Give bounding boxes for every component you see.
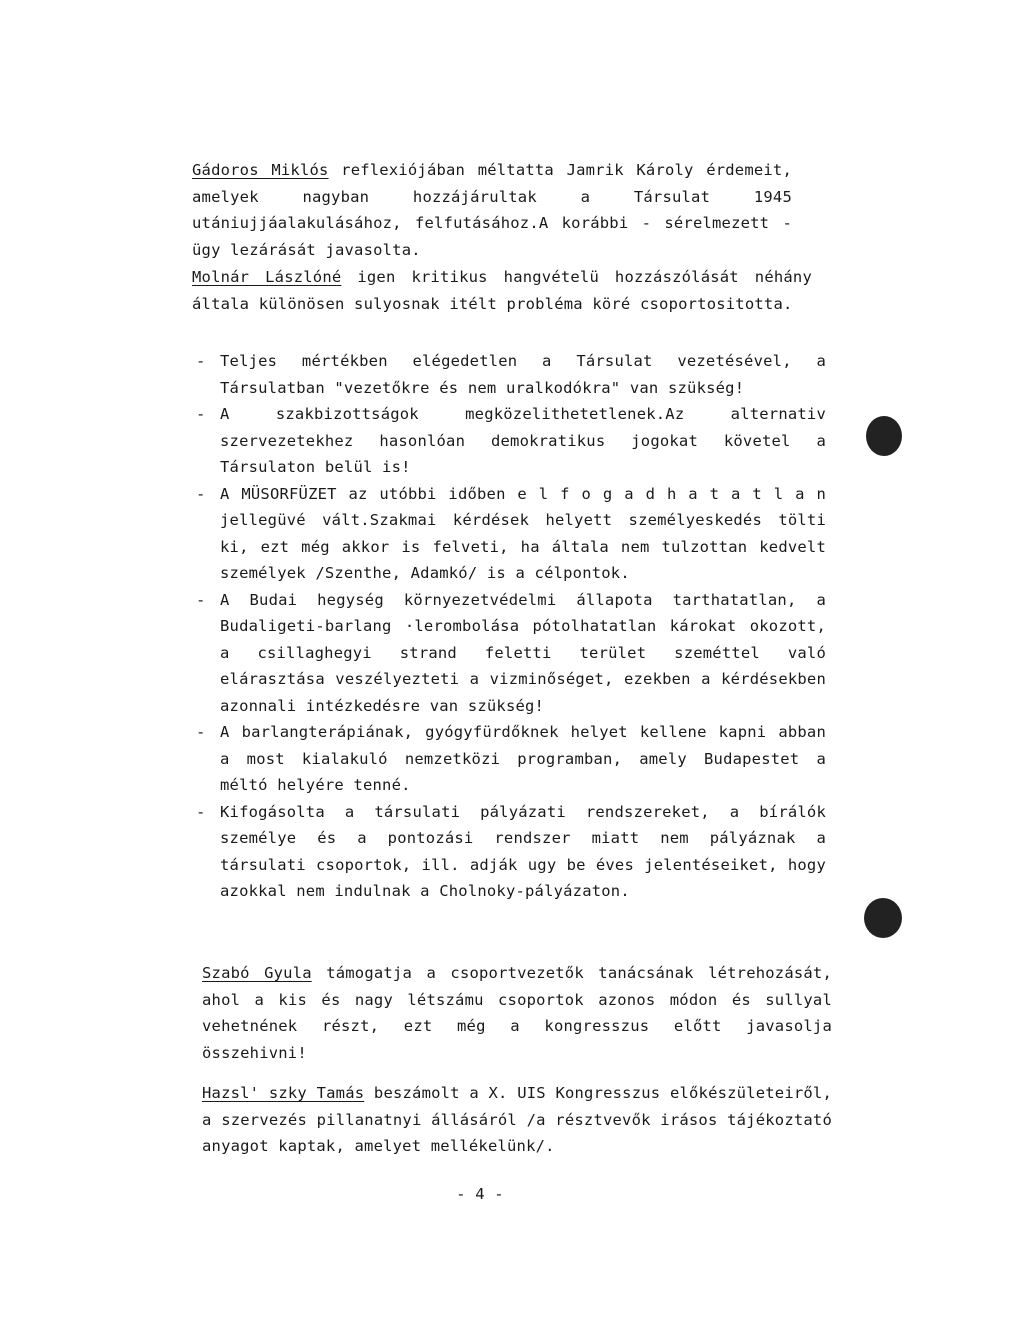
list-dash: - (196, 352, 206, 370)
list-item-text: Kifogásolta a társulati pályázati rendszereket, a bírálók személye és a pontozási rendszer miatt nem pályáznak a társulati csoportok, ill. adják ugy be éves jelentéseiket, hogy azokkal nem indulnak a Cholnoky-pályázaton. (220, 802, 826, 900)
paragraph-hazslinszky (202, 1080, 832, 1160)
paragraph-szabo (202, 960, 832, 1066)
paragraph-molnar-text: igen kritikus hangvételü hozzászólását néhány általa különösen sulyosnak itélt probléma köré csoportositotta. (192, 268, 812, 313)
list-dash: - (196, 484, 206, 503)
list-item-text: A barlangterápiának, gyógyfürdőknek helyet kellene kapni abban a most kialakuló nemzetközi programban, amely Budapestet a méltó helyére tenné. (220, 723, 826, 794)
list-item-text: Teljes mértékben elégedetlen a Társulat vezetésével, a Társulatban "vezetőkre és nem uralkodókra" van szükség! (220, 352, 826, 397)
paragraph-molnar (192, 264, 812, 317)
list-item (196, 348, 826, 401)
speaker-name-hazslinszky: Hazsl' szky Tamás (202, 1084, 365, 1102)
paragraph-gadoros (192, 157, 792, 263)
list-item-text: A szakbizottságok megközelithetetlenek.Az alternativ szervezetekhez hasonlóan demokratikus jogokat követel a Társulaton belül is! (220, 405, 826, 476)
list-item (196, 719, 826, 799)
list-item (196, 481, 826, 587)
list-item (196, 799, 826, 905)
list-item-text: A Budai hegység környezetvédelmi állapota tarthatatlan, a Budaligeti-barlang ·lerombolása pótolhatatlan károkat okozott, a csillaghegyi strand feletti terület szeméttel való elárasztása veszélyezteti a vizminőséget, ezekben a kérdésekben azonnali intézkedésre van szükség! (220, 590, 826, 715)
complaint-list (196, 348, 826, 905)
list-item-text: A MÜSORFÜZET az utóbbi időben e l f o g a d h a t a t l a n jellegüvé vált.Szakmai kérdések helyett személyeskedés tölti ki, ezt még akkor is felveti, ha általa nem tulzottan kedvelt személyek /Szenthe, Adamkó/ is a célpontok. (220, 484, 826, 582)
speaker-name-molnar: Molnár Lászlóné (192, 268, 342, 286)
paragraph-hazslinszky-text: beszámolt a X. UIS Kongresszus előkészületeiről, a szervezés pillanatnyi állásáról /a résztvevők irásos tájékoztató anyagot kaptak, amelyet mellékelünk/. (202, 1084, 832, 1155)
speaker-name-gadoros: Gádoros Miklós (192, 161, 329, 179)
punch-hole (866, 416, 902, 456)
paragraph-gadoros-text: reflexiójában méltatta Jamrik Károly érdemeit, amelyek nagyban hozzájárultak a Társulat 1945 utániujjáalakulásához, felfutásához.A korábbi - sérelmezett - ügy lezárását javasolta. (192, 161, 792, 259)
list-item (196, 401, 826, 481)
speaker-name-szabo: Szabó Gyula (202, 964, 312, 982)
list-item (196, 587, 826, 720)
list-dash: - (196, 590, 206, 609)
list-dash: - (196, 405, 206, 423)
punch-hole (864, 898, 902, 938)
paragraph-szabo-text: támogatja a csoportvezetők tanácsának létrehozását, ahol a kis és nagy létszámu csoportok azonos módon és sullyal vehetnének részt, ezt még a kongresszus előtt javasolja összehivni! (202, 964, 832, 1062)
page-number: - 4 - (456, 1185, 504, 1203)
list-dash: - (196, 802, 206, 821)
list-dash: - (196, 723, 206, 741)
